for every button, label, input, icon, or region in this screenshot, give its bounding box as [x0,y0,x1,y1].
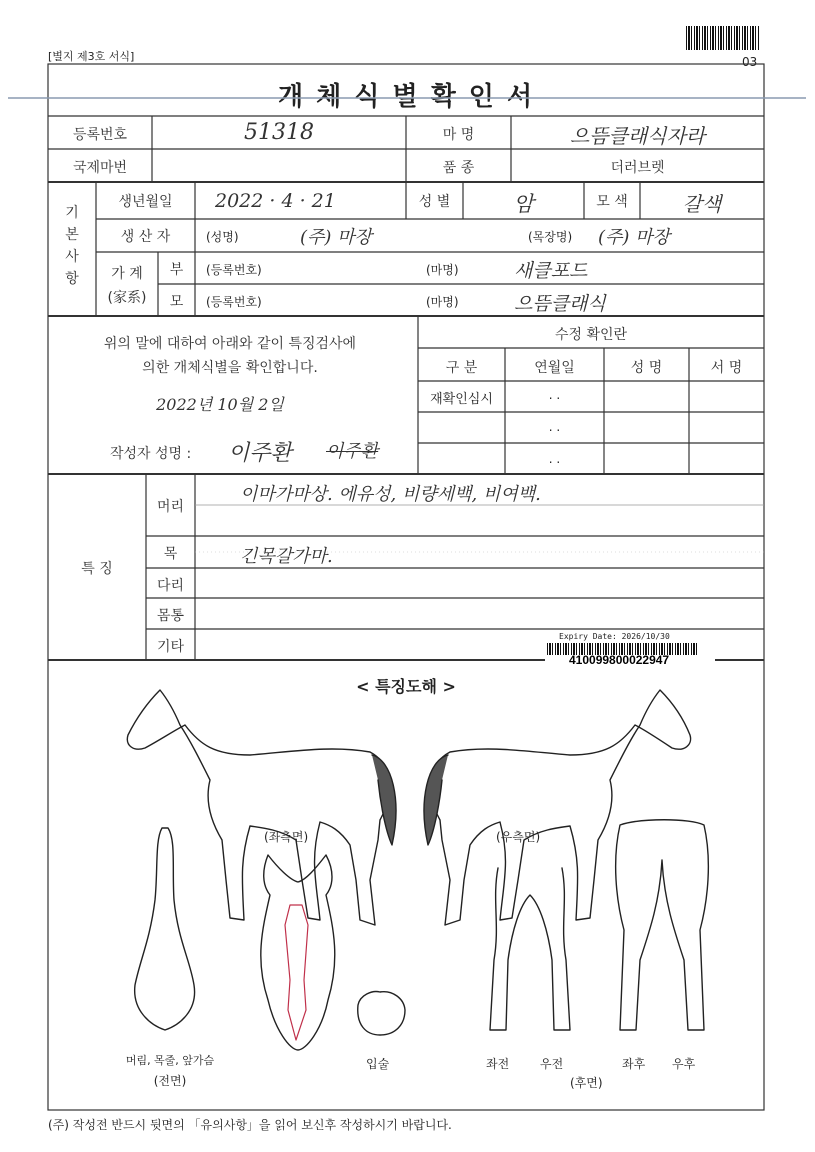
breeder-name-value: (주) 마장 [300,227,372,248]
revision-row1-date: . . [548,388,561,402]
diagram-title: < 특징도해 > [356,677,456,696]
head-front-view [261,855,335,1050]
right-horse-tail [424,755,448,845]
form-code: [별지 제3호 서식] [48,50,135,63]
feature-body-label: 몸통 [156,608,185,624]
sire-reg-no-label: (등록번호) [206,263,262,277]
left-side-caption: (좌측면) [264,830,309,844]
features-label: 특 징 [81,561,113,577]
footer-note: (주) 작성전 반드시 뒷면의 「유의사항」을 읽어 보신후 작성하시기 바랍니다. [48,1118,452,1132]
horse-name-value: 으뜸클래식자라 [569,124,706,148]
revision-col-date: 연월일 [534,360,575,376]
color-label: 모 색 [596,194,628,210]
writer-signature: 이주환 [326,441,379,462]
feature-leg-label: 다리 [156,578,185,594]
dam-name-label: (마명) [426,295,459,309]
feature-other-label: 기타 [156,639,185,655]
page-number: 03 [742,55,758,69]
ranch-value: (주) 마장 [598,227,670,248]
front-legs-view [490,868,570,1030]
sex-label: 성 별 [418,194,451,210]
reg-no-value: 51318 [244,120,314,145]
head-marking [285,905,308,1040]
revision-row1-label: 재확인심시 [430,392,493,407]
feature-head-value: 이마가마상. 에유성, 비량세백, 비여백. [240,484,541,505]
left-side-horse [127,690,390,925]
dam-label: 모 [169,294,184,310]
sticker-expiry: Expiry Date: 2026/10/30 [559,632,670,641]
dob-label: 생년월일 [118,194,173,210]
reg-no-label: 등록번호 [72,127,128,143]
sticker-code: 410099800022947 [569,653,670,667]
breed-label: 품 종 [442,160,475,176]
sire-name-label: (마명) [426,263,459,277]
front-caption: 머림, 목줄, 앞가슴 [125,1054,215,1067]
page-title: 개 체 식 별 확 인 서 [277,82,535,112]
revision-col-name: 성 명 [630,360,663,376]
sex-value: 암 [513,192,534,216]
horse-name-label: 마 명 [442,127,475,143]
left-front-caption: 좌전 [486,1057,510,1071]
lips-view [358,992,405,1035]
ranch-label: (목장명) [528,230,573,244]
revision-col-type: 구 분 [445,360,478,376]
left-horse-tail [372,755,396,845]
right-side-caption: (우측면) [496,830,541,844]
dam-name-value: 으뜸클래식 [514,293,606,315]
breeder-name-label: (성명) [206,230,239,244]
breeder-label: 생 산 자 [120,229,171,245]
feature-neck-label: 목 [163,546,178,562]
feature-neck-value: 긴목갈가마. [240,546,333,567]
breed-value: 더러브렛 [610,160,665,176]
right-rear-caption: 우후 [672,1057,696,1071]
confirm-text: 위의 말에 대하여 아래와 같이 특징검사에 의한 개체식별을 확인합니다. [103,336,357,376]
front-label: (전면) [153,1074,187,1088]
front-neck-view [135,828,195,1030]
revision-row2-date: . . [548,420,561,434]
dam-reg-no-label: (등록번호) [206,295,262,309]
intl-no-label: 국제마번 [72,160,128,176]
revision-title: 수정 확인란 [554,327,628,343]
family-label: 가 계 (家系) [107,266,147,306]
writer-label: 작성자 성명 : [110,446,192,462]
left-rear-caption: 좌후 [622,1057,646,1071]
basic-section-label: 기 본 사 항 [65,205,79,287]
right-front-caption: 우전 [540,1057,564,1071]
color-value: 갈색 [682,192,722,216]
confirm-date: 2022년 10월 2일 [156,395,284,414]
writer-value: 이주환 [228,441,292,466]
lips-caption: 입술 [366,1057,390,1071]
revision-col-sign: 서 명 [710,360,743,376]
feature-head-label: 머리 [156,499,185,515]
dob-value: 2022 · 4 · 21 [215,190,336,212]
revision-row3-date: . . [548,452,561,466]
rear-view [616,820,709,1030]
right-side-horse [430,690,691,925]
sire-name-value: 새클포드 [514,260,588,282]
sire-label: 부 [169,262,184,278]
rear-label: (후면) [570,1076,603,1090]
